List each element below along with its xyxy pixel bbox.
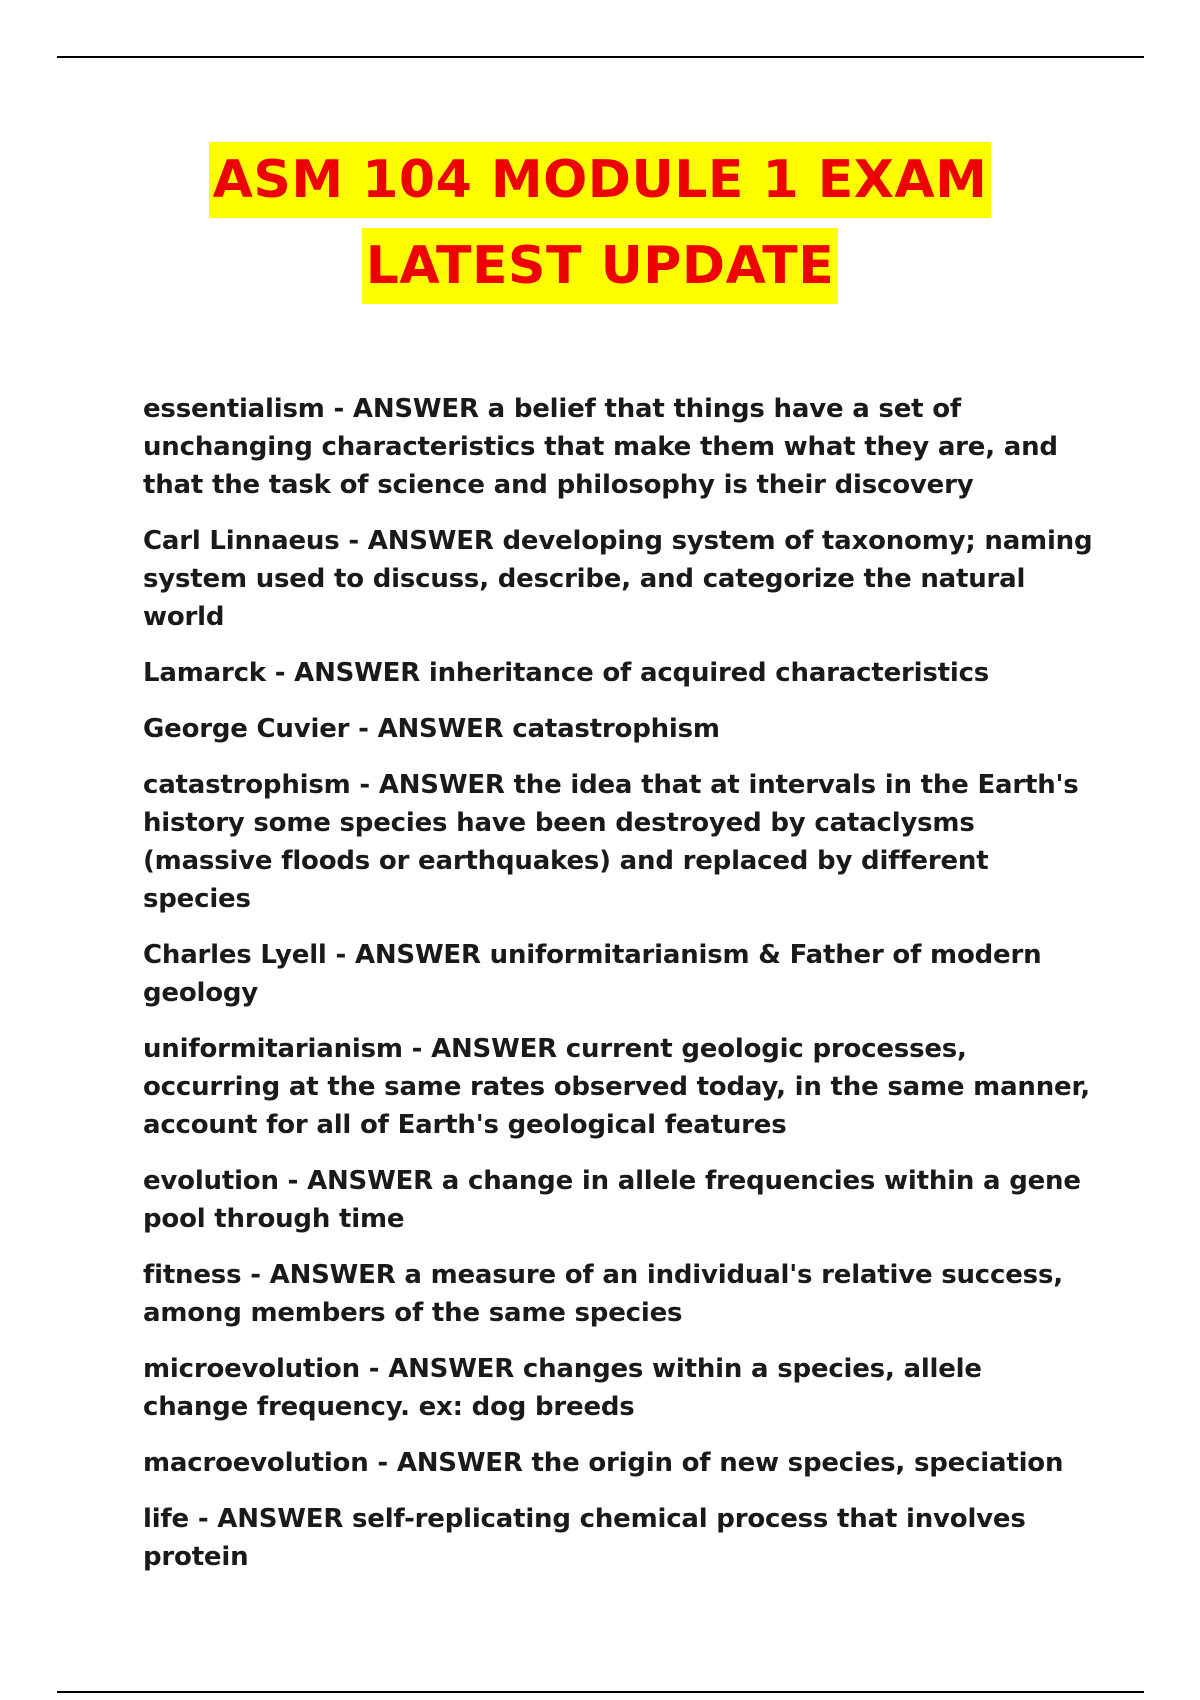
entry-term: essentialism — [143, 394, 325, 424]
entry-term: catastrophism — [143, 770, 351, 800]
entry-separator: - — [359, 1354, 389, 1384]
entry-answer: ANSWER the origin of new species, speciation — [396, 1448, 1064, 1478]
entry-term: Carl Linnaeus — [143, 526, 340, 556]
entry-term: microevolution — [143, 1354, 360, 1384]
entry-answer: ANSWER a measure of an individual's relative success, among members of the same species — [143, 1260, 1063, 1328]
entry-separator: - — [349, 714, 378, 744]
entry-separator: - — [402, 1034, 432, 1064]
document-title — [0, 142, 1200, 304]
entry-separator: - — [188, 1504, 218, 1534]
qa-entry — [143, 710, 1093, 748]
entry-answer: ANSWER self-replicating chemical process that involves protein — [143, 1504, 1026, 1572]
entry-answer: ANSWER catastrophism — [377, 714, 720, 744]
entry-answer: ANSWER inheritance of acquired characteristics — [294, 658, 990, 688]
top-rule — [57, 56, 1144, 58]
entry-answer: ANSWER a change in allele frequencies within a gene pool through time — [143, 1166, 1081, 1234]
qa-entry — [143, 936, 1093, 1012]
qa-entry — [143, 654, 1093, 692]
qa-entry — [143, 1350, 1093, 1426]
qa-list — [143, 390, 1093, 1594]
title-line-2: LATEST UPDATE — [362, 228, 839, 304]
entry-term: macroevolution — [143, 1448, 369, 1478]
qa-entry — [143, 1256, 1093, 1332]
entry-answer: ANSWER current geologic processes, occurring at the same rates observed today, in the same manner, account for all of Earth's geological features — [143, 1034, 1090, 1140]
entry-answer: ANSWER uniformitarianism & Father of modern geology — [143, 940, 1042, 1008]
entry-separator: - — [368, 1448, 397, 1478]
qa-entry — [143, 766, 1093, 918]
entry-term: Charles Lyell — [143, 940, 327, 970]
entry-term: George Cuvier — [143, 714, 350, 744]
entry-answer: ANSWER the idea that at intervals in the Earth's history some species have been destroyed by cataclysms (massive floods or earthquakes) and replaced by different species — [143, 770, 1079, 914]
entry-separator: - — [278, 1166, 308, 1196]
qa-entry — [143, 1444, 1093, 1482]
qa-entry — [143, 522, 1093, 636]
title-line-1: ASM 104 MODULE 1 EXAM — [209, 142, 992, 218]
entry-term: Lamarck — [143, 658, 266, 688]
qa-entry — [143, 1500, 1093, 1576]
entry-term: evolution — [143, 1166, 279, 1196]
entry-term: uniformitarianism — [143, 1034, 403, 1064]
entry-separator: - — [326, 940, 355, 970]
qa-entry — [143, 1030, 1093, 1144]
entry-answer: ANSWER a belief that things have a set of unchanging characteristics that make them what they are, and that the task of science and philosophy is their discovery — [143, 394, 1058, 500]
entry-separator: - — [350, 770, 379, 800]
entry-term: fitness — [143, 1260, 242, 1290]
entry-separator: - — [339, 526, 368, 556]
entry-answer: ANSWER changes within a species, allele change frequency. ex: dog breeds — [143, 1354, 982, 1422]
entry-separator: - — [265, 658, 295, 688]
entry-answer: ANSWER developing system of taxonomy; naming system used to discuss, describe, and categorize the natural world — [143, 526, 1093, 632]
bottom-rule — [57, 1691, 1144, 1693]
entry-separator: - — [241, 1260, 270, 1290]
qa-entry — [143, 1162, 1093, 1238]
entry-term: life — [143, 1504, 189, 1534]
qa-entry — [143, 390, 1093, 504]
entry-separator: - — [324, 394, 353, 424]
